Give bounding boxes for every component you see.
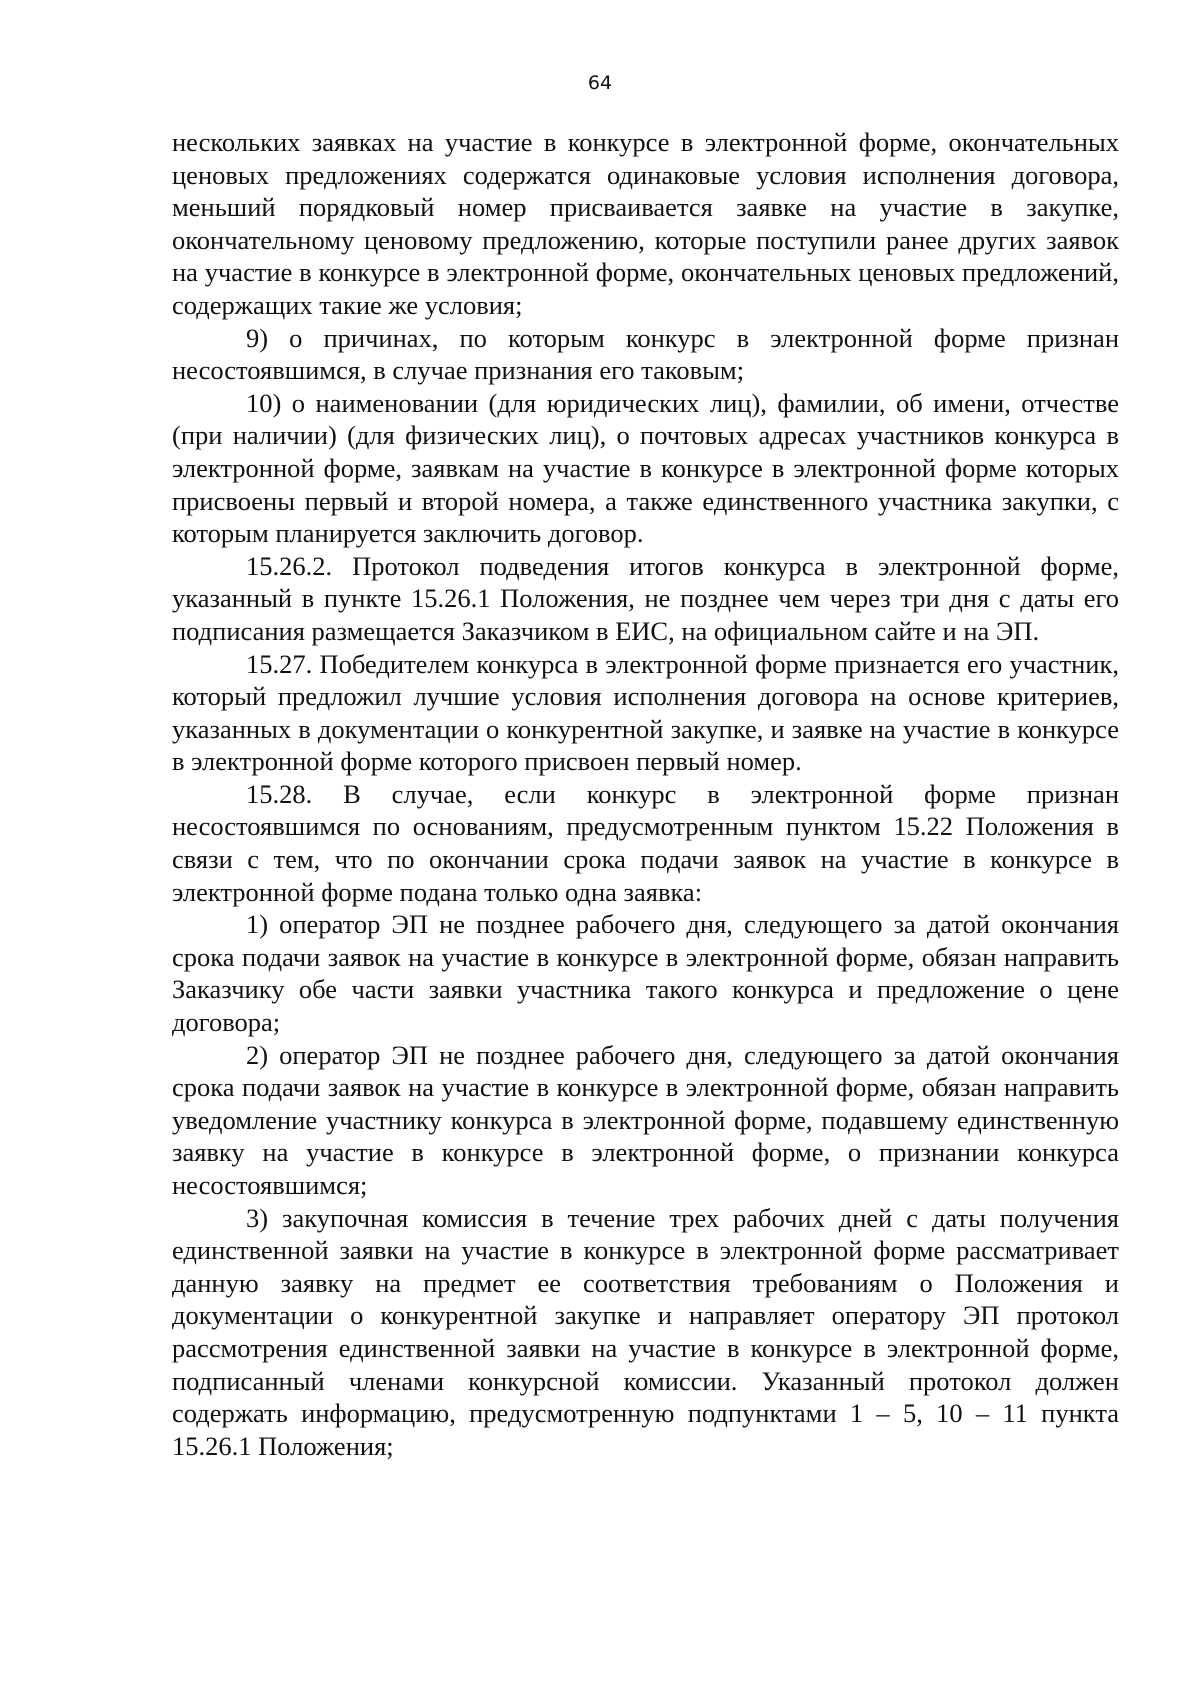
paragraph-item-2: 2) оператор ЭП не позднее рабочего дня, следующего за датой окончания срока подачи заявок на участие в конкурсе в электронной форме, обязан направить уведомление участнику конкурса в электронной форме, подавшему единственную заявку на участие в конкурсе в электронной форме, о признании конкурса несостоявшимся;: [172, 1039, 1119, 1200]
document-body: [172, 126, 1119, 1462]
paragraph-item-3: 3) закупочная комиссия в течение трех рабочих дней с даты получения единственной заявки на участие в конкурсе в электронной форме рассматривает данную заявку на предмет ее соответствия требованиям о Положения и документации о конкурентной закупке и направляет оператору ЭП протокол рассмотрения единственной заявки на участие в конкурсе в электронной форме, подписанный членами конкурсной комиссии. Указанный протокол должен содержать информацию, предусмотренную подпунктами 1 – 5, 10 – 11 пункта 15.26.1 Положения;: [172, 1202, 1119, 1461]
paragraph-15-27: 15.27. Победителем конкурса в электронной форме признается его участник, который предложил лучшие условия исполнения договора на основе критериев, указанных в документации о конкурентной закупке, и заявке на участие в конкурсе в электронной форме которого присвоен первый номер.: [172, 648, 1119, 777]
paragraph-15-28: 15.28. В случае, если конкурс в электронной форме признан несостоявшимся по основаниям, предусмотренным пунктом 15.22 Положения в связи с тем, что по окончании срока подачи заявок на участие в конкурсе в электронной форме подана только одна заявка:: [172, 778, 1119, 907]
paragraph-continuation: нескольких заявках на участие в конкурсе в электронной форме, окончательных ценовых предложениях содержатся одинаковые условия исполнения договора, меньший порядковый номер присваивается заявке на участие в закупке, окончательному ценовому предложению, которые поступили ранее других заявок на участие в конкурсе в электронной форме, окончательных ценовых предложений, содержащих такие же условия;: [172, 127, 1119, 320]
paragraph-item-1: 1) оператор ЭП не позднее рабочего дня, следующего за датой окончания срока подачи заявок на участие в конкурсе в электронной форме, обязан направить Заказчику обе части заявки участника такого конкурса и предложение о цене договора;: [172, 909, 1119, 1038]
paragraph-15-26-2: 15.26.2. Протокол подведения итогов конкурса в электронной форме, указанный в пункте 15.26.1 Положения, не позднее чем через три дня с даты его подписания размещается Заказчиком в ЕИС, на официальном сайте и на ЭП.: [172, 550, 1119, 646]
paragraph-item-10: 10) о наименовании (для юридических лиц), фамилии, об имени, отчестве (при наличии) (для физических лиц), о почтовых адресах участников конкурса в электронной форме, заявкам на участие в конкурсе в электронной форме которых присвоены первый и второй номера, а также единственного участника закупки, с которым планируется заключить договор.: [172, 387, 1119, 549]
paragraph-item-9: 9) о причинах, по которым конкурс в электронной форме признан несостоявшимся, в случае признания его таковым;: [172, 322, 1119, 386]
page-number: 64: [587, 72, 613, 94]
